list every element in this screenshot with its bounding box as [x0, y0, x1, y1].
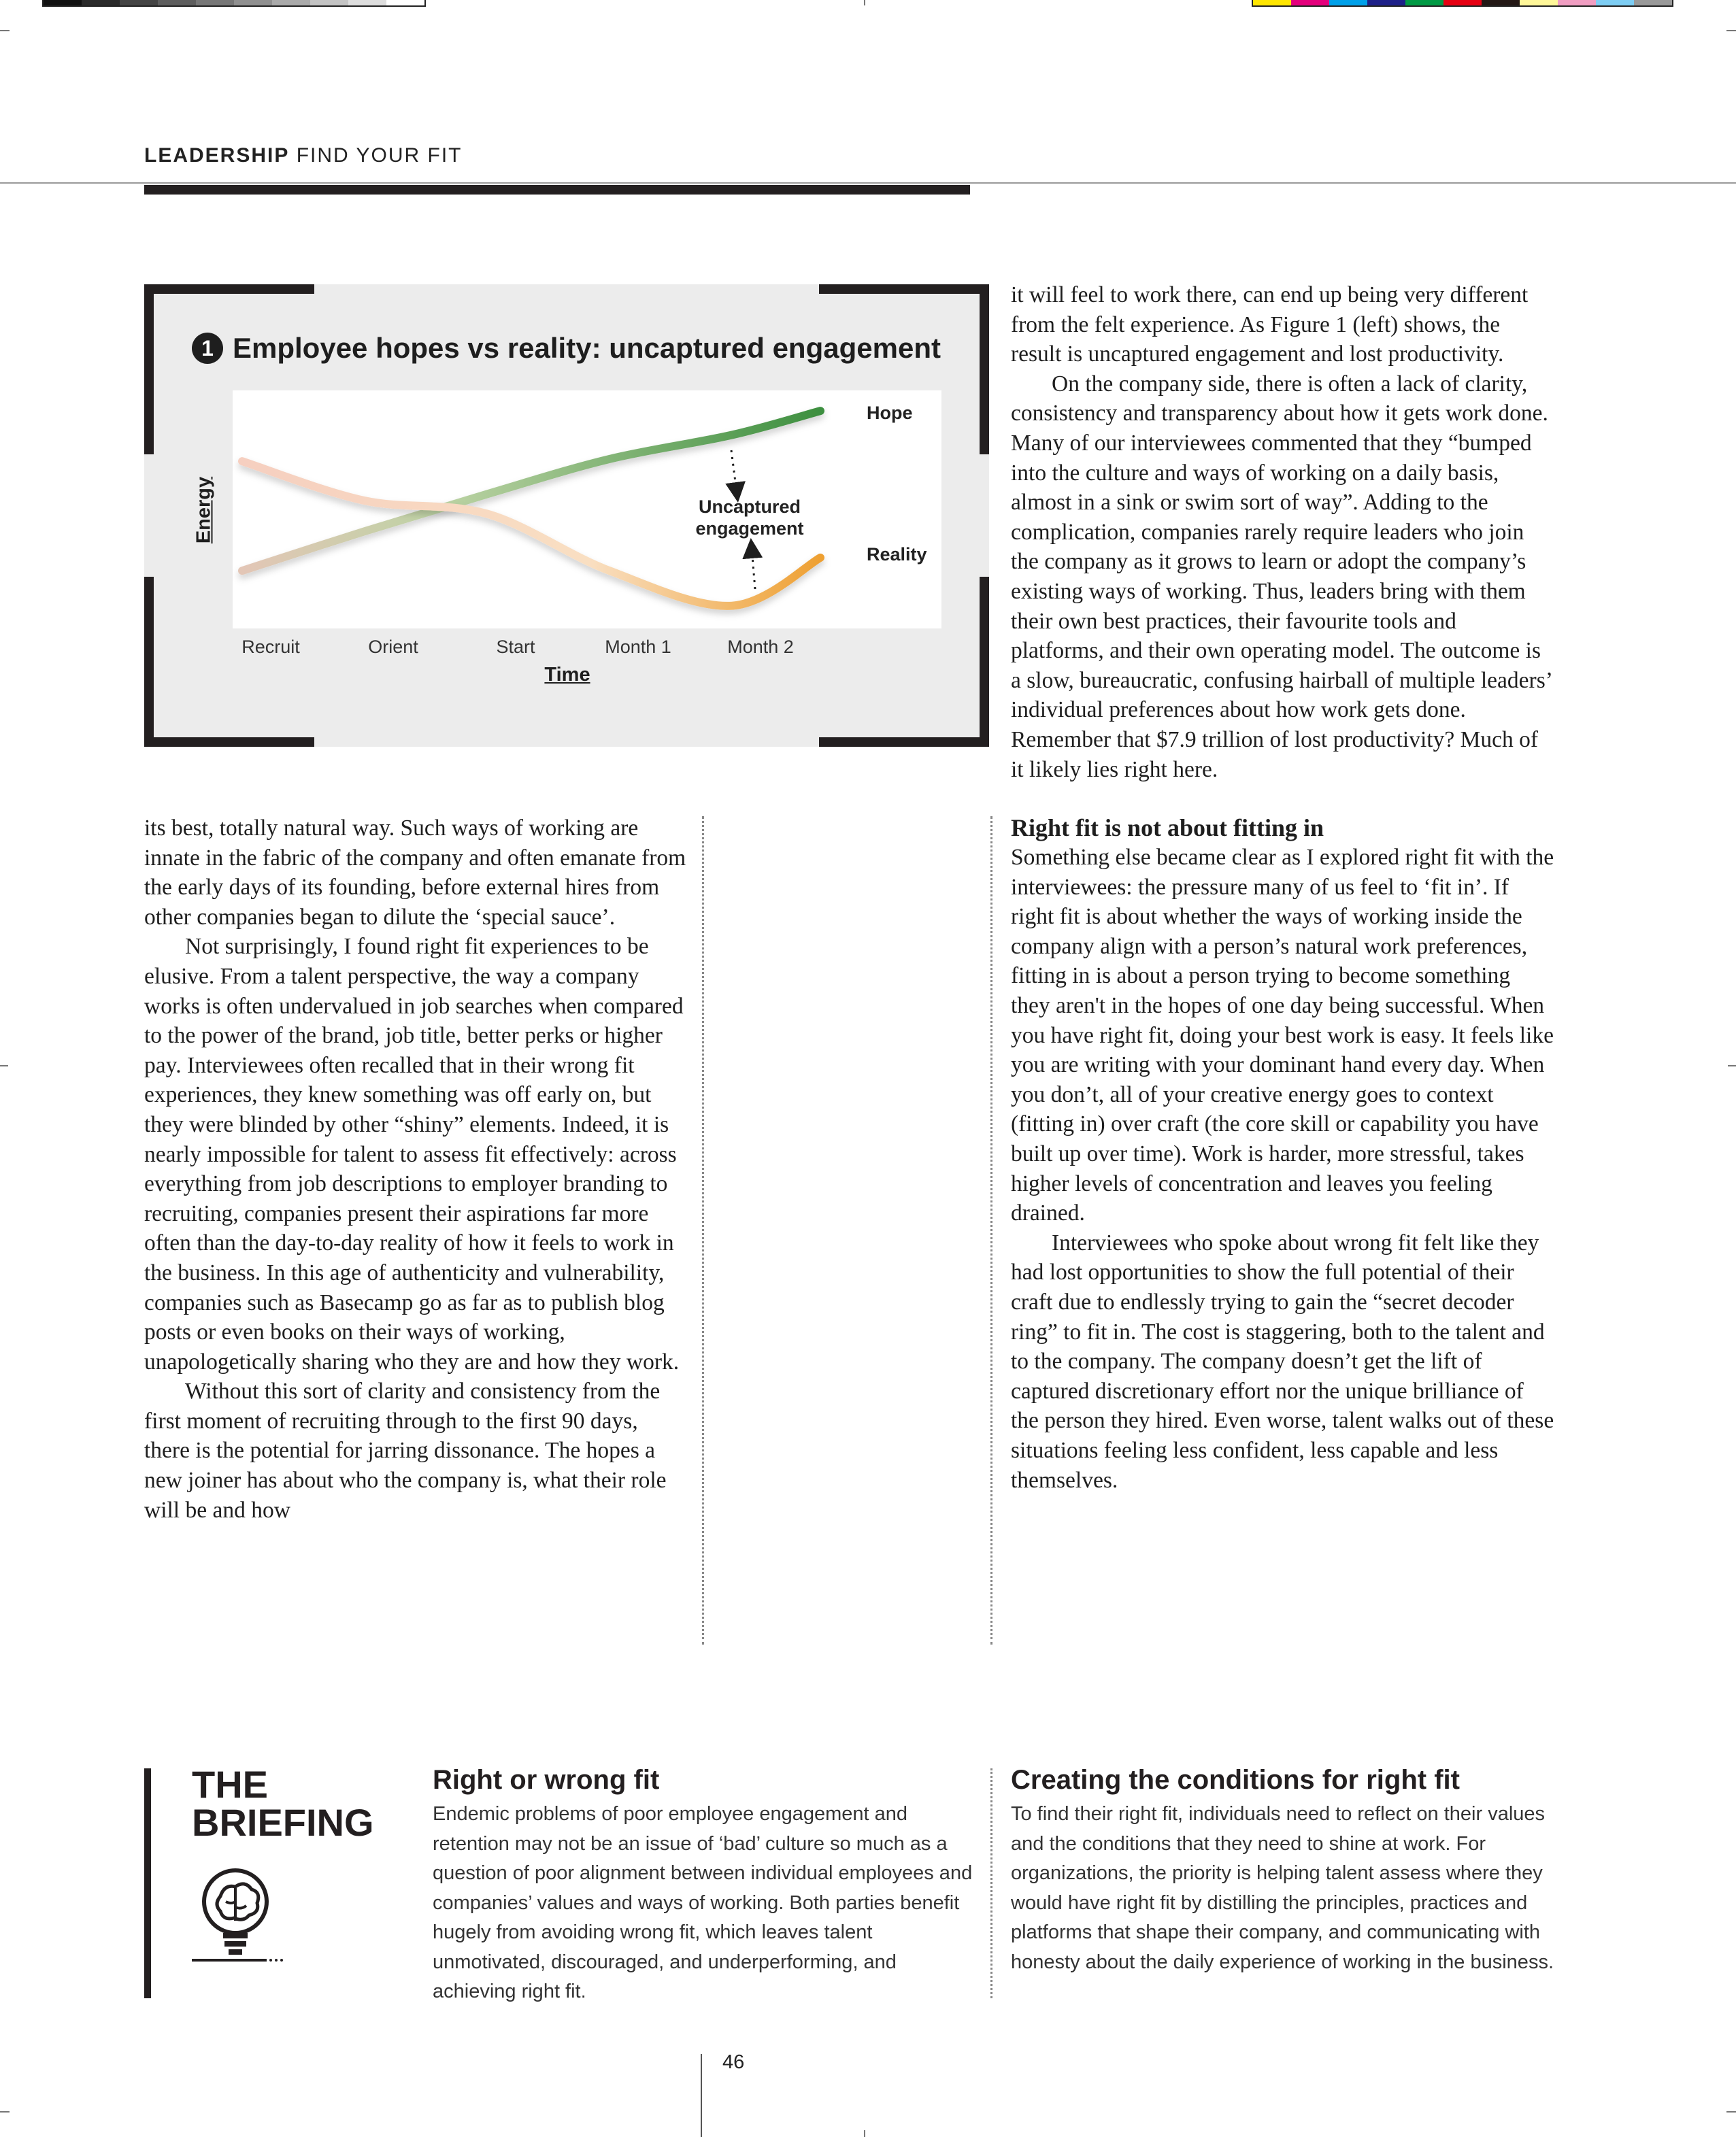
briefing-column-1	[433, 1763, 977, 2007]
crop-mark	[0, 2111, 10, 2113]
x-tick-label: Recruit	[241, 637, 300, 657]
line-chart	[233, 390, 941, 628]
header-bar	[144, 185, 970, 195]
paragraph: it will feel to work there, can end up being very different from the felt experience. As Figure 1 (left) shows, the result is uncaptured engagement and lost productivity.	[1011, 282, 1529, 367]
figure-title	[192, 332, 941, 365]
lightbulb-brain-icon	[192, 1864, 294, 1969]
x-axis-label: Time	[544, 664, 590, 686]
uncaptured-engagement-label	[682, 497, 818, 540]
hope-label: Hope	[867, 403, 913, 423]
annotation-line-2: engagement	[695, 518, 804, 539]
reality-label: Reality	[867, 544, 927, 565]
briefing-heading: Creating the conditions for right fit	[1011, 1765, 1460, 1795]
crop-mark	[864, 2130, 865, 2137]
briefing-divider	[990, 1768, 992, 1998]
x-tick-label: Month 1	[605, 637, 671, 657]
briefing-bar	[144, 1768, 151, 1998]
subheading: Right fit is not about fitting in	[1011, 814, 1324, 842]
figure-number: 1	[192, 333, 223, 364]
header-rule	[0, 182, 1736, 184]
paragraph: Without this sort of clarity and consistency from the first moment of recruiting through to the first 90 days, there is the potential for jarring dissonance. The hopes a new joiner has about who the company is, what their role will be and how	[144, 1379, 667, 1523]
frame-corner	[819, 737, 989, 747]
frame-corner	[980, 577, 989, 747]
frame-corner	[144, 737, 314, 747]
annotation-arrow-up	[752, 548, 755, 589]
x-tick-label: Orient	[368, 637, 418, 657]
article-column-right	[1011, 280, 1555, 1495]
frame-corner	[144, 284, 314, 294]
briefing-text: Endemic problems of poor employee engagement and retention may not be an issue of ‘bad’ culture so much as a question of poor alignment between individual employees and companies’ values and ways of working. Both parties benefit hugely from avoiding wrong fit, which leaves talent unmotivated, discouraged, and underperforming, and achieving right fit.	[433, 1803, 973, 2002]
printer-color-bar	[1252, 0, 1673, 7]
briefing-heading: Right or wrong fit	[433, 1765, 660, 1795]
annotation-line-1: Uncaptured	[698, 497, 801, 517]
briefing-title-line-2: BRIEFING	[192, 1801, 374, 1844]
subsection-label: FIND YOUR FIT	[296, 144, 463, 167]
briefing-title-line-1: THE	[192, 1763, 268, 1806]
x-tick-label: Start	[496, 637, 535, 657]
folio-rule	[701, 2054, 702, 2137]
annotation-arrow-down	[731, 450, 737, 492]
column-divider	[990, 816, 992, 1645]
paragraph: Not surprisingly, I found right fit experiences to be elusive. From a talent perspective, the way a company works is often undervalued in job searches when compared to the power of the brand, job title, better perks or higher pay. Interviewees often recalled that in their wrong fit experiences, they knew something was off early on, but they were blinded by other “shiny” elements. Indeed, it is nearly impossible for talent to assess fit effectively: across everything from job descriptions to employer branding to recruiting, companies present their aspirations far more often than the day-to-day reality of how it feels to work in the business. In this age of authenticity and vulnerability, companies such as Basecamp go as far as to publish blog posts or even books on their ways of working, unapologetically sharing who they are and how they work.	[144, 934, 684, 1375]
crop-mark	[1726, 30, 1736, 31]
crop-mark	[0, 30, 10, 31]
article-column-left	[144, 813, 688, 1525]
figure-title-text: Employee hopes vs reality: uncaptured engagement	[233, 332, 941, 364]
crop-mark	[1728, 1065, 1736, 1066]
frame-corner	[819, 284, 989, 294]
crop-mark	[1726, 2111, 1736, 2113]
chart-plot-area	[233, 390, 941, 628]
frame-corner	[144, 284, 154, 454]
running-head	[144, 144, 462, 167]
paragraph: Something else became clear as I explored right fit with the interviewees: the pressure many of us feel to ‘fit in’. If right fit is about whether the ways of working inside the company align with a person’s natural work preferences, fitting in is about a person trying to become something they aren't in the hopes of one day being successful. When you have right fit, doing your best work is easy. It feels like you are writing with your dominant hand every day. When you don’t, all of your creative energy goes to context (fitting in) over craft (the core skill or capability you have built up over time). Work is harder, more stressful, takes higher levels of concentration and leaves you feeling drained.	[1011, 845, 1554, 1226]
x-tick-label: Month 2	[727, 637, 794, 657]
column-divider	[702, 816, 704, 1645]
crop-mark	[864, 0, 865, 5]
figure-1	[144, 284, 989, 747]
paragraph: On the company side, there is often a lack of clarity, consistency and transparency about how it gets work done. Many of our interviewees commented that they “bumped into the culture and ways of working on a daily basis, almost in a sink or swim sort of way”. Adding to the complication, companies rarely require leaders who join the company as it grows to learn or adopt the company’s existing ways of working. Thus, leaders bring with them their own best practices, their favourite tools and platforms, and their own operating model. The outcome is a slow, bureaucratic, confusing hairball of multiple leaders’ individual preferences about how work gets done. Remember that $7.9 trillion of lost productivity? Much of it likely lies right here.	[1011, 371, 1552, 782]
frame-corner	[980, 284, 989, 454]
frame-corner	[144, 577, 154, 747]
printer-grayscale-bar	[42, 0, 426, 7]
paragraph: Interviewees who spoke about wrong fit felt like they had lost opportunities to show the full potential of their craft due to endlessly trying to gain the “secret decoder ring” to fit in. The cost is staggering, both to the talent and to the company. The company doesn’t get the lift of captured discretionary effort nor the unique brilliance of the person they hired. Even worse, talent walks out of these situations feeling less confident, less capable and less themselves.	[1011, 1230, 1554, 1493]
briefing-column-2	[1011, 1763, 1555, 1977]
paragraph: its best, totally natural way. Such ways of working are innate in the fabric of the company and often emanate from the early days of its founding, before external hires from other companies began to dilute the ‘special sauce’.	[144, 815, 686, 930]
briefing-title	[192, 1763, 374, 1844]
page-number: 46	[722, 2051, 745, 2073]
crop-mark	[0, 1065, 8, 1066]
briefing-text: To find their right fit, individuals need to reflect on their values and the conditions that they need to shine at work. For organizations, the priority is helping talent assess where they would have right fit by distilling the principles, practices and platforms that shape their company, and communicating with honesty about the daily experience of working in the business.	[1011, 1803, 1554, 1973]
y-axis-label: Energy	[193, 476, 215, 544]
section-label: LEADERSHIP	[144, 144, 290, 167]
